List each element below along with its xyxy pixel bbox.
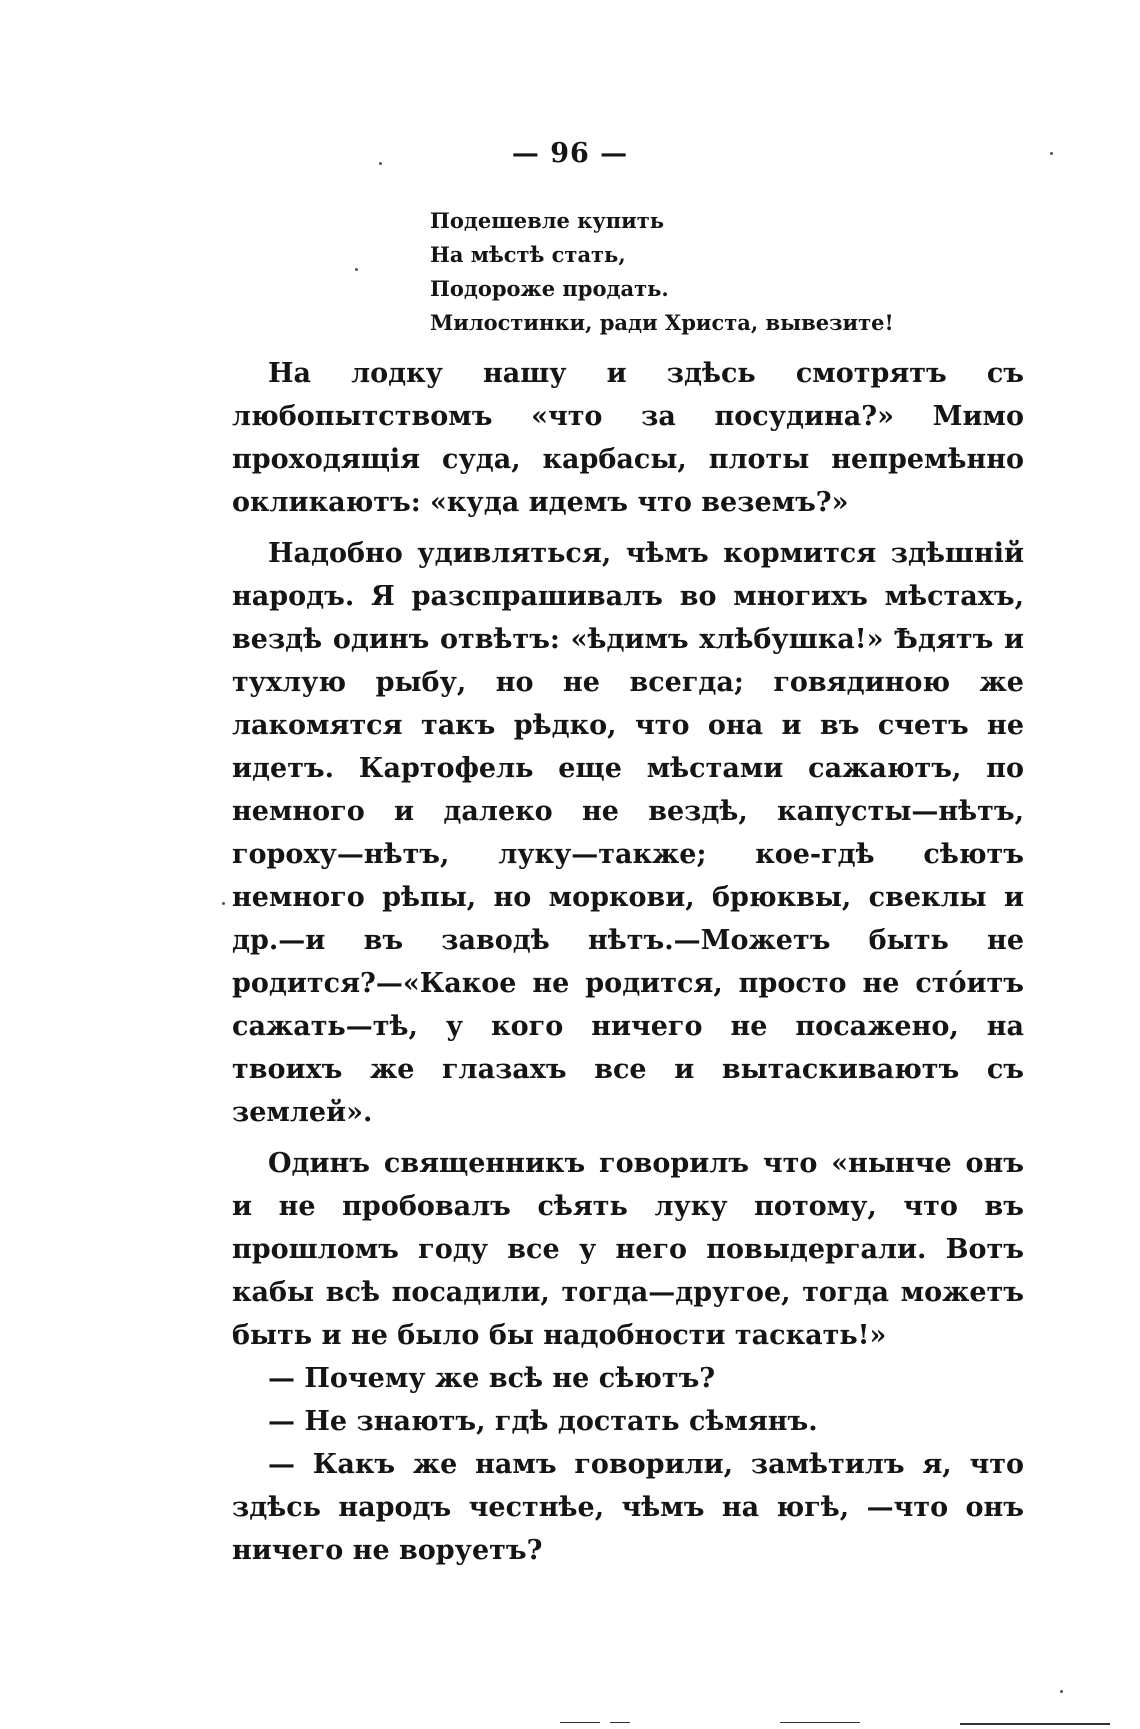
dialogue-line: — Почему же всѣ не сѣютъ?	[268, 1363, 716, 1394]
print-speck	[222, 902, 225, 905]
verse-line: На мѣстѣ стать,	[430, 242, 626, 267]
verse-line: Милостинки, ради Христа, вывезите!	[430, 310, 894, 335]
print-speck	[355, 268, 358, 271]
print-speck	[379, 162, 382, 165]
paragraph: Одинъ священникъ говорилъ что «нынче онъ и не пробовалъ сѣять луку потому, что въ прошломъ году все у него повыдергали. Вотъ кабы всѣ посадили, тогда—другое, тогда можетъ быть и не было бы надобности таскать!»	[232, 1148, 1024, 1351]
bottom-edge-rule	[960, 1723, 1110, 1725]
bottom-edge-rule	[560, 1722, 600, 1723]
dialogue-line: — Не знаютъ, гдѣ достать сѣмянъ.	[268, 1406, 818, 1437]
paragraph: Надобно удивляться, чѣмъ кормится здѣшній народъ. Я разспрашивалъ во многихъ мѣстахъ, вездѣ одинъ отвѣтъ: «ѣдимъ хлѣбушка!» Ѣдятъ и тухлую рыбу, но не всегда; говядиною же лакомятся такъ рѣдко, что она и въ счетъ не идетъ. Картофель еще мѣстами сажаютъ, по немного и далеко не вездѣ, капусты—нѣтъ, гороху—нѣтъ, луку—также; кое-гдѣ сѣютъ немного рѣпы, но моркови, брюквы, свеклы и др.—и въ заводѣ нѣтъ.—Можетъ быть не родится?—«Какое не родится, просто не стóитъ сажать—тѣ, у кого ничего не посажено, на твоихъ же глазахъ все и вытаскиваютъ съ землей».	[232, 538, 1024, 1128]
page-number: — 96 —	[511, 138, 629, 169]
print-speck	[1050, 152, 1053, 155]
bottom-edge-rule	[780, 1722, 860, 1723]
body-text	[232, 352, 1024, 1572]
dialogue-line: — Какъ же намъ говорили, замѣтилъ я, что здѣсь народъ честнѣе, чѣмъ на югѣ, —что онъ ничего не воруетъ?	[232, 1449, 1024, 1566]
verse-block	[430, 204, 894, 340]
verse-line: Подешевле купить	[430, 208, 665, 233]
paragraph: На лодку нашу и здѣсь смотрятъ съ любопытствомъ «что за посудина?» Мимо проходящія суда, карбасы, плоты непремѣнно окликаютъ: «куда идемъ что веземъ?»	[232, 358, 1024, 518]
verse-line: Подороже продать.	[430, 276, 669, 301]
print-speck	[1060, 1690, 1063, 1693]
bottom-edge-rule	[610, 1722, 630, 1723]
